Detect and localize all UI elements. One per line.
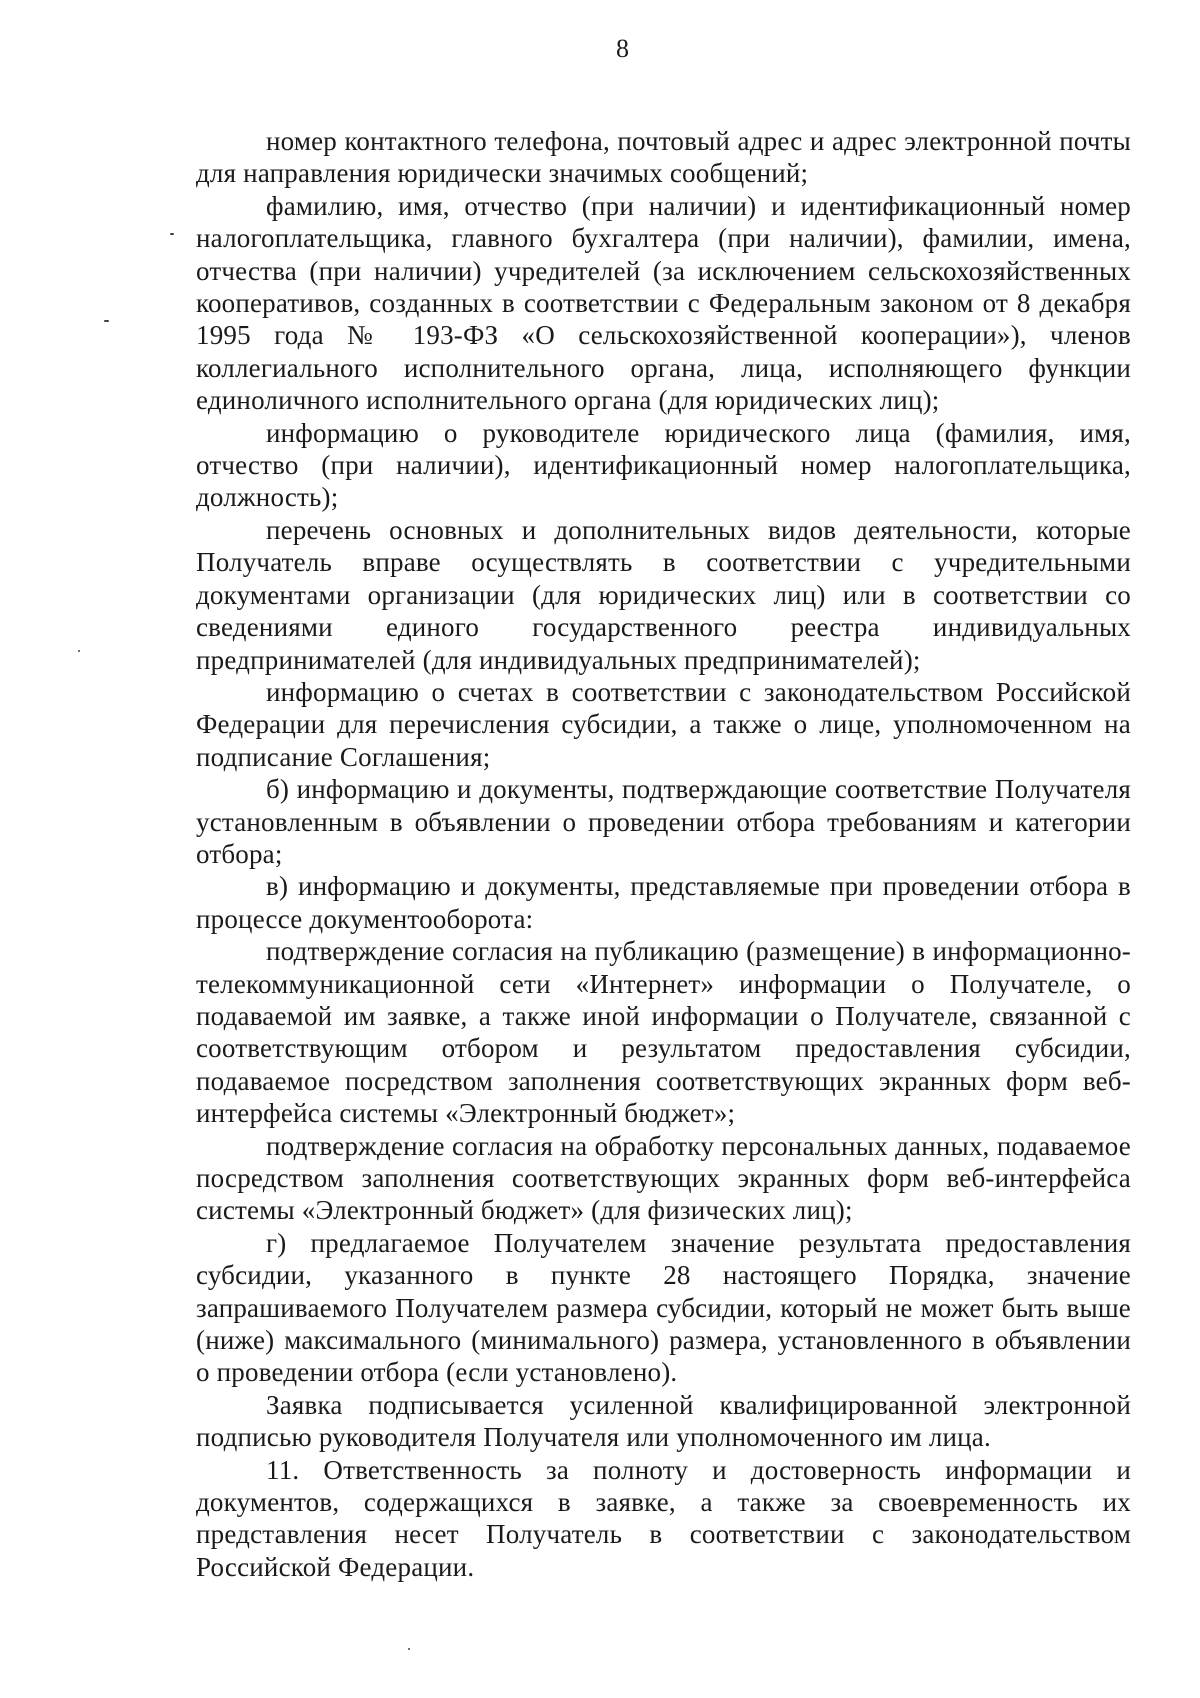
paragraph-accounts: информацию о счетах в соответствии с законодательством Российской Федерации для перечисления субсидии, а также о лице, уполномоченном на подписание Соглашения; — [196, 676, 1131, 772]
paragraph-activities: перечень основных и дополнительных видов деятельности, которые Получатель вправе осуществлять в соответствии с учредительными документами организации (для юридических лиц) или в соответствии со сведениями единого государственного реестра индивидуальных предпринимателей (для индивидуальных предпринимателей); — [196, 514, 1131, 675]
document-body — [196, 125, 1131, 1583]
paragraph-item-v: в) информацию и документы, представляемые при проведении отбора в процессе документооборота: — [196, 871, 1131, 934]
paragraph-signature: Заявка подписывается усиленной квалифицированной электронной подписью руководителя Получателя или уполномоченного им лица. — [196, 1389, 1131, 1453]
scan-speck — [408, 1648, 410, 1650]
paragraph-item-g: г) предлагаемое Получателем значение результата предоставления субсидии, указанного в пункте 28 настоящего Порядка, значение запрашиваемого Получателем размера субсидии, который не может быть выше (ниже) максимального (минимального) размера, установленного в объявлении о проведении отбора (если установлено). — [196, 1227, 1131, 1388]
paragraph-personal-data-consent: подтверждение согласия на обработку персональных данных, подаваемое посредством заполнения соответствующих экранных форм веб-интерфейса системы «Электронный бюджет» (для физических лиц); — [196, 1130, 1131, 1226]
scan-speck — [78, 650, 80, 652]
paragraph-item-b: б) информацию и документы, подтверждающие соответствие Получателя установленным в объявлении о проведении отбора требованиям и категории отбора; — [196, 774, 1131, 869]
page-number: 8 — [616, 34, 629, 63]
paragraph-contact-info: номер контактного телефона, почтовый адрес и адрес электронной почты для направления юридически значимых сообщений; — [196, 126, 1131, 189]
scan-speck — [170, 233, 174, 235]
paragraph-founders-info: фамилию, имя, отчество (при наличии) и идентификационный номер налогоплательщика, главного бухгалтера (при наличии), фамилии, имена, отчества (при наличии) учредителей (за исключением сельскохозяйственных кооперативов, созданных в соответствии с Федеральным законом от 8 декабря 1995 года № 193-ФЗ «О сельскохозяйственной кооперации»), членов коллегиального исполнительного органа, лица, исполняющего функции единоличного исполнительного органа (для юридических лиц); — [196, 190, 1131, 416]
paragraph-item-11: 11. Ответственность за полноту и достоверность информации и документов, содержащихся в заявке, а также за своевременность их представления несет Получатель в соответствии с законодательством Российской Федерации. — [196, 1454, 1131, 1582]
paragraph-head-info: информацию о руководителе юридического лица (фамилия, имя, отчество (при наличии), идентификационный номер налогоплательщика, должность); — [196, 417, 1131, 513]
scan-speck — [104, 320, 109, 322]
paragraph-publication-consent: подтверждение согласия на публикацию (размещение) в информационно-телекоммуникационной сети «Интернет» информации о Получателе, о подаваемой им заявке, а также иной информации о Получателе, связанной с соответствующим отбором и результатом предоставления субсидии, подаваемое посредством заполнения соответствующих экранных форм веб-интерфейса системы «Электронный бюджет»; — [196, 936, 1131, 1129]
